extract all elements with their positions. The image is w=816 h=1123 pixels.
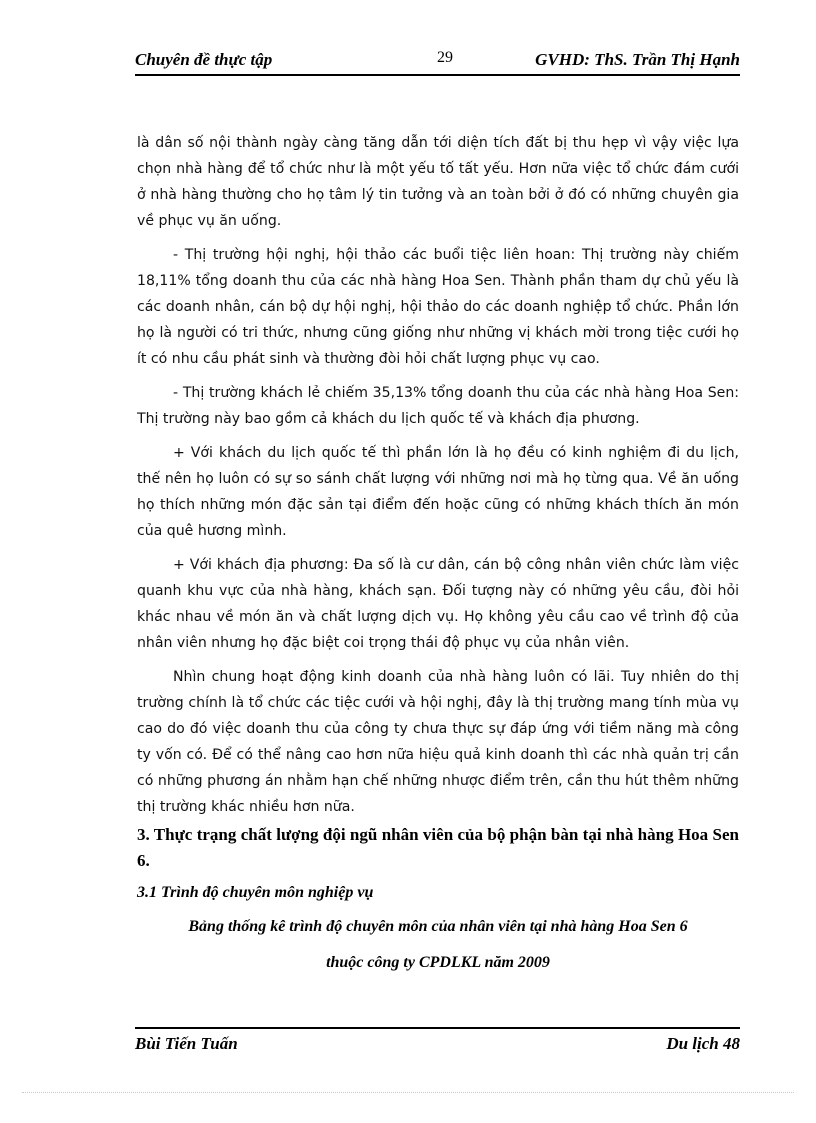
subsection-heading: 3.1 Trình độ chuyên môn nghiệp vụ (137, 884, 374, 901)
paragraph-retail-market: - Thị trường khách lẻ chiếm 35,13% tổng doanh thu của các nhà hàng Hoa Sen: Thị trường này bao gồm cả khách du lịch quốc tế và khách địa phương. (137, 385, 739, 427)
paragraph-international-guests: + Với khách du lịch quốc tế thì phần lớn là họ đều có kinh nghiệm đi du lịch, thế nên họ luôn có sự so sánh chất lượng với những nơi mà họ từng qua. Về ăn uống họ thích những món đặc sản tại điểm đến hoặc cũng có những khách thích ăn món của quê hương mình. (137, 445, 739, 539)
table-caption-line2: thuộc công ty CPDLKL năm 2009 (326, 954, 550, 971)
page-footer (135, 1027, 740, 1057)
page-number: 29 (437, 49, 453, 66)
header-advisor: GVHD: ThS. Trần Thị Hạnh (535, 50, 740, 69)
header-document-title: Chuyên đề thực tập (135, 50, 273, 69)
body-text (137, 130, 739, 822)
paragraph-conference-market: - Thị trường hội nghị, hội thảo các buổi tiệc liên hoan: Thị trường này chiếm 18,11% tổng doanh thu của các nhà hàng Hoa Sen. Thành phần tham dự chủ yếu là các doanh nhân, cán bộ dự hội nghị, hội thảo do các doanh nghiệp tổ chức. Phần lớn họ là người có tri thức, nhưng cũng giống như những vị khách mời trong tiệc cưới họ ít có nhu cầu phát sinh và thường đòi hỏi chất lượng phục vụ cao. (137, 247, 739, 367)
footer-author: Bùi Tiến Tuấn (135, 1034, 238, 1053)
paragraph-local-guests: + Với khách địa phương: Đa số là cư dân, cán bộ công nhân viên chức làm việc quanh khu vực của nhà hàng, khách sạn. Đối tượng này có những yêu cầu, đòi hỏi khác nhau về món ăn và chất lượng dịch vụ. Họ không yêu cầu cao về trình độ của nhân viên nhưng họ đặc biệt coi trọng thái độ phục vụ của nhân viên. (137, 557, 739, 651)
page-header (135, 44, 740, 76)
paragraph-continuation: là dân số nội thành ngày càng tăng dẫn tới diện tích đất bị thu hẹp vì vậy việc lựa chọn nhà hàng để tổ chức như là một yếu tố tất yếu. Hơn nữa việc tổ chức đám cưới ở nhà hàng thường cho họ tâm lý tin tưởng và an toàn bởi ở đó có những chuyên gia về phục vụ ăn uống. (137, 135, 739, 229)
paragraph-summary: Nhìn chung hoạt động kinh doanh của nhà hàng luôn có lãi. Tuy nhiên do thị trường chính là tổ chức các tiệc cưới và hội nghị, đây là thị trường mang tính mùa vụ cao do đó việc doanh thu của công ty chưa thực sự đáp ứng với tiềm năng mà công ty vốn có. Để có thể nâng cao hơn nữa hiệu quả kinh doanh thì các nhà quản trị cần có những phương án nhằm hạn chế những nhược điểm trên, cần thu hút thêm những thị trường khác nhiều hơn nữa. (137, 669, 739, 815)
table-caption-line1: Bảng thống kê trình độ chuyên môn của nhân viên tại nhà hàng Hoa Sen 6 (188, 918, 688, 935)
footer-class: Du lịch 48 (666, 1034, 740, 1053)
section-heading: 3. Thực trạng chất lượng đội ngũ nhân viên của bộ phận bàn tại nhà hàng Hoa Sen 6. (137, 825, 739, 870)
page-break-divider (22, 1092, 794, 1093)
